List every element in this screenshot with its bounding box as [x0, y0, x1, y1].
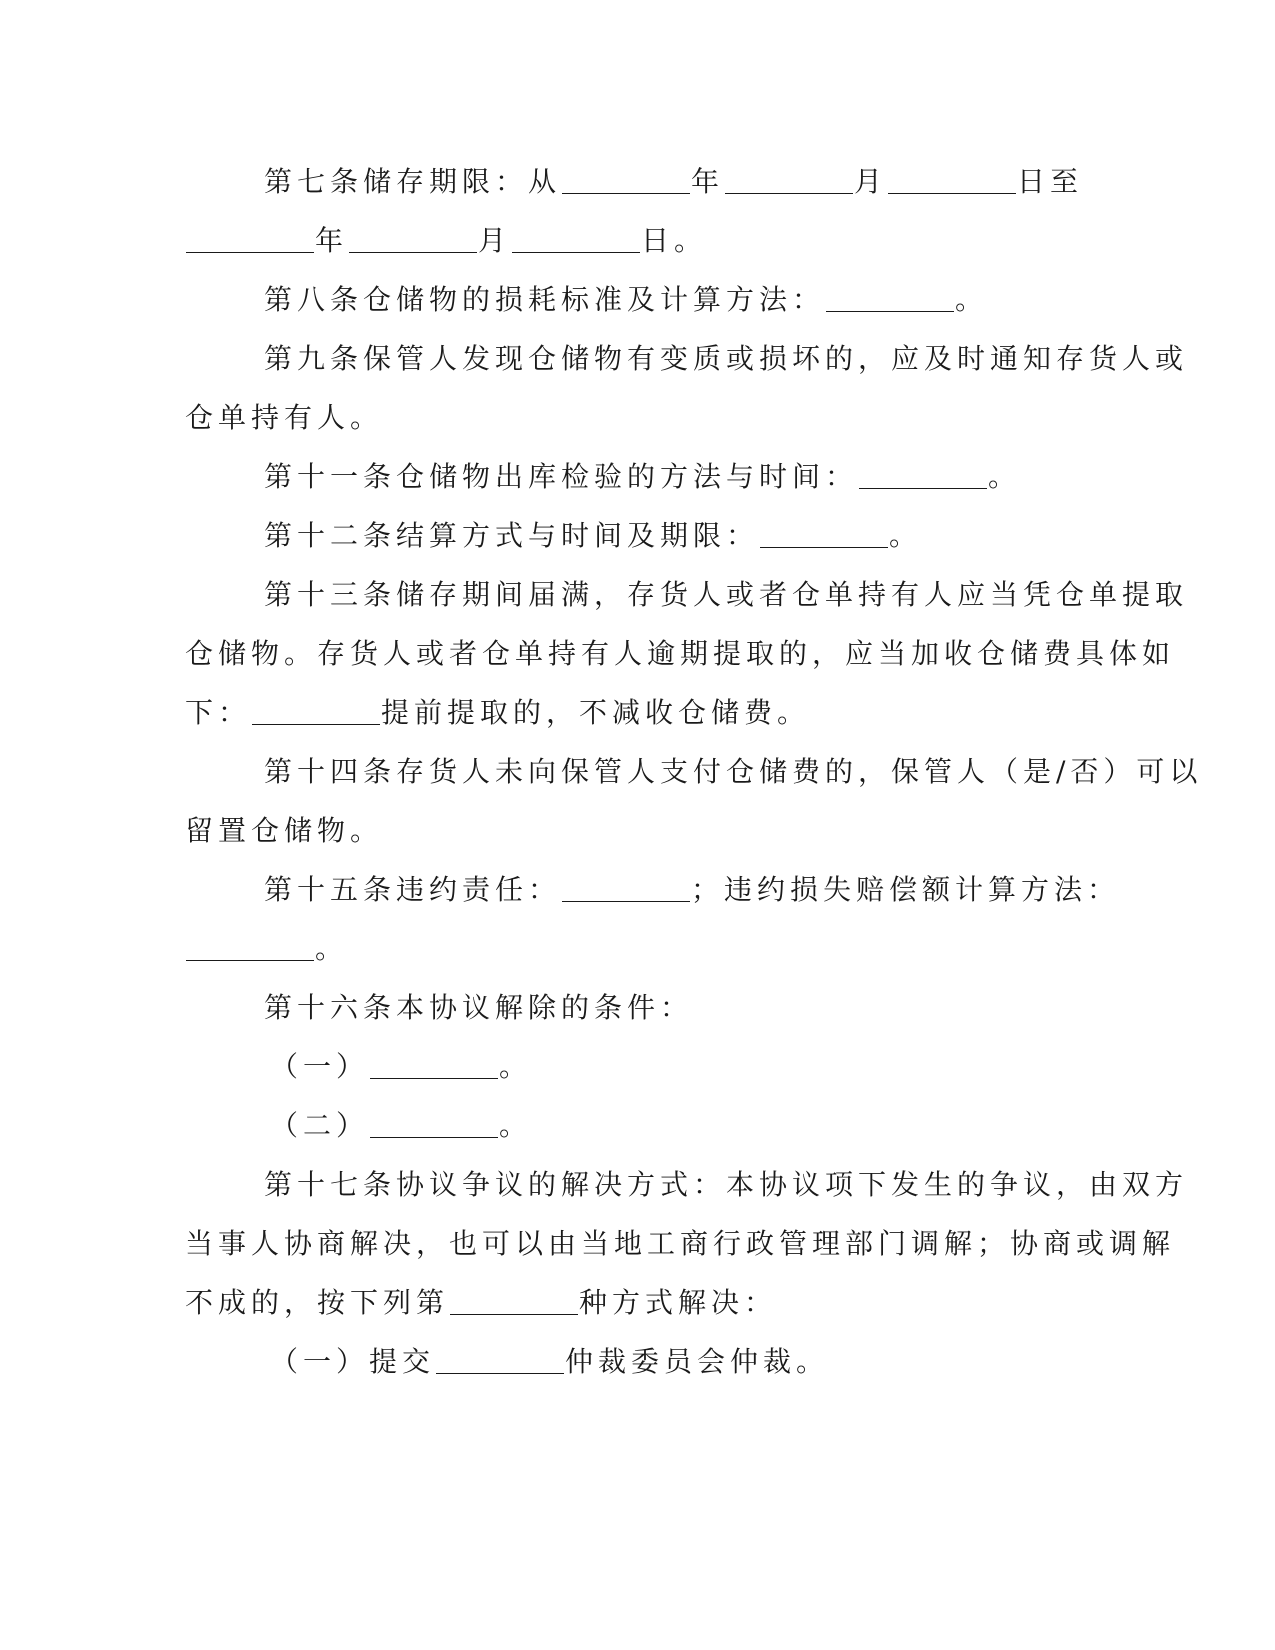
article-16: [264, 988, 693, 1028]
article-16-item-2: [270, 1106, 532, 1146]
article-13-line-3: [185, 693, 810, 733]
text-segment: （二）: [270, 1109, 370, 1142]
article-17-line-3: [185, 1283, 777, 1323]
text-segment: ；违约损失赔偿额计算方法：: [691, 873, 1121, 906]
text-segment: 仓单持有人。: [185, 401, 384, 434]
text-segment: 仓储物。存货人或者仓单持有人逾期提取的，应当加收仓储费具体如: [185, 637, 1176, 670]
fill-in-blank[interactable]: [436, 1345, 564, 1374]
article-15-line-2: [185, 929, 348, 969]
text-segment: 第十四条存货人未向保管人支付仓储费的，保管人（是/否）可以: [264, 755, 1203, 788]
fill-in-blank[interactable]: [252, 696, 380, 725]
text-segment: 。: [499, 1109, 533, 1142]
text-segment: 第七条储存期限：从: [264, 165, 562, 198]
fill-in-blank[interactable]: [450, 1286, 578, 1315]
fill-in-blank[interactable]: [186, 224, 314, 253]
text-segment: 提前提取的，不减收仓储费。: [381, 696, 811, 729]
fill-in-blank[interactable]: [370, 1109, 498, 1138]
text-segment: 第十三条储存期间届满，存货人或者仓单持有人应当凭仓单提取: [264, 578, 1189, 611]
text-segment: 。: [955, 283, 989, 316]
fill-in-blank[interactable]: [562, 873, 690, 902]
text-segment: 月: [478, 224, 512, 257]
fill-in-blank[interactable]: [859, 460, 987, 489]
text-segment: 留置仓储物。: [185, 814, 384, 847]
article-17-line-2: [185, 1224, 1175, 1264]
text-segment: 不成的，按下列第: [185, 1286, 450, 1319]
article-8: [264, 280, 988, 320]
text-segment: 第十二条结算方式与时间及期限：: [264, 519, 760, 552]
text-segment: 当事人协商解决，也可以由当地工商行政管理部门调解；协商或调解: [185, 1227, 1176, 1260]
fill-in-blank[interactable]: [888, 165, 1016, 194]
article-14-line-1: [264, 752, 1202, 792]
fill-in-blank[interactable]: [186, 932, 314, 961]
text-segment: 第十七条协议争议的解决方式：本协议项下发生的争议，由双方: [264, 1168, 1189, 1201]
fill-in-blank[interactable]: [349, 224, 477, 253]
text-segment: 。: [889, 519, 923, 552]
text-segment: 年: [691, 165, 725, 198]
text-segment: 。: [499, 1050, 533, 1083]
article-12: [264, 516, 922, 556]
text-segment: 月: [854, 165, 888, 198]
article-7-line-1: [264, 162, 1083, 202]
article-11: [264, 457, 1021, 497]
text-segment: 日。: [641, 224, 708, 257]
text-segment: 第十一条仓储物出库检验的方法与时间：: [264, 460, 859, 493]
fill-in-blank[interactable]: [826, 283, 954, 312]
text-segment: 第八条仓储物的损耗标准及计算方法：: [264, 283, 826, 316]
article-14-line-2: [185, 811, 383, 851]
fill-in-blank[interactable]: [562, 165, 690, 194]
fill-in-blank[interactable]: [760, 519, 888, 548]
article-13-line-2: [185, 634, 1175, 674]
article-16-item-1: [270, 1047, 532, 1087]
text-segment: 仲裁委员会仲裁。: [565, 1345, 830, 1378]
text-segment: 种方式解决：: [579, 1286, 778, 1319]
fill-in-blank[interactable]: [512, 224, 640, 253]
text-segment: 第十六条本协议解除的条件：: [264, 991, 694, 1024]
article-17-item-1: [270, 1342, 829, 1382]
text-segment: 下：: [185, 696, 252, 729]
text-segment: 第十五条违约责任：: [264, 873, 562, 906]
article-17-line-1: [264, 1165, 1188, 1205]
text-segment: 日至: [1017, 165, 1084, 198]
article-15-line-1: [264, 870, 1120, 910]
text-segment: （一）提交: [270, 1345, 436, 1378]
text-segment: （一）: [270, 1050, 370, 1083]
fill-in-blank[interactable]: [370, 1050, 498, 1079]
article-7-line-2: [185, 221, 707, 261]
text-segment: 。: [315, 932, 349, 965]
article-13-line-1: [264, 575, 1188, 615]
text-segment: 年: [315, 224, 349, 257]
text-segment: 第九条保管人发现仓储物有变质或损坏的，应及时通知存货人或: [264, 342, 1189, 375]
fill-in-blank[interactable]: [725, 165, 853, 194]
article-9-line-2: [185, 398, 383, 438]
text-segment: 。: [988, 460, 1022, 493]
article-9-line-1: [264, 339, 1188, 379]
